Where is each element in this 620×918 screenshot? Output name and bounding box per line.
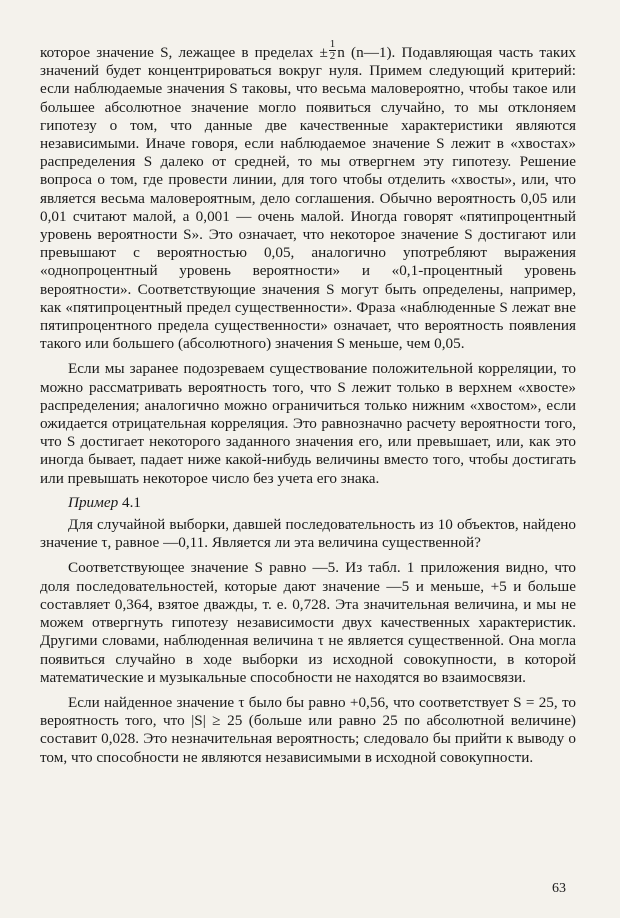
example-heading bbox=[40, 494, 576, 512]
example-number: 4.1 bbox=[121, 493, 141, 511]
example-solution: Соответствующее значение S равно —5. Из табл. 1 приложения видно, что доля последовательностей, которые дают значение —5 и меньше, +5 и больше составляет 0,364, взятое дважды, т. е. 0,728. Эта значительная величина, и мы не можем отвергнуть гипотезу независимости двух качественных характеристик. Другими словами, наблюденная величина τ не является существенной. Она могла появиться случайно в ходе выборки из исходной совокупности, в которой математические и музыкальные способности не находятся во взаимосвязи. bbox=[40, 559, 576, 686]
page-number: 63 bbox=[552, 881, 566, 896]
paragraph-1-rest: n (n—1). Подавляющая часть таких значений будет концентрироваться вокруг нуля. Примем следующий критерий: если наблюдаемые значения S таковы, что весьма маловероятно, чтобы такое или большее абсолютное значение могло появиться случайно, то мы отклоняем гипотезу о том, что данные две качественные характеристики являются независимыми. Иначе говоря, если наблюдаемое значение S лежит в «хвостах» распределения S далеко от средней, то мы отвергнем эту гипотезу. Решение вопроса о том, где провести линии, для того чтобы отделить «хвосты», или, что является весьма маловероятным, дело соглашения. Обычно вероятность 0,05 или 0,01 считают малой, а 0,001 — очень малой. Иногда говорят «пятипроцентный уровень вероятности S». Это означает, что некоторое значение S достигают или превышают с вероятностью 0,05, аналогично употребляют выражения «однопроцентный уровень вероятности» и «0,1-процентный уровень вероятности». Соответствующие значения S могут быть определены, например, как «пятипроцентный предел существенности». Фраза «наблюденные S лежат вне пятипроцентного предела существенности» означает, что вероятность появления такого или большего (абсолютного) значения S меньше, чем 0,05. bbox=[40, 44, 577, 353]
fraction-denominator: 2 bbox=[329, 50, 336, 63]
paragraph-1-start: которое значение S, лежащее в пределах ± bbox=[40, 44, 328, 61]
example-label: Пример bbox=[68, 493, 119, 511]
fraction-numerator: 1 bbox=[329, 38, 336, 51]
paragraph-2: Если мы заранее подозреваем существование положительной корреляции, то можно рассматривать вероятность того, что S лежит только в верхнем «хвосте» распределения; аналогично можно ограничиться только нижним «хвостом», если ожидается отрицательная корреляция. Это равнозначно расчету вероятности того, что S достигает некоторого заданного значения его, или превышает, или, как это иногда бывает, падает ниже какой-нибудь величины вместо того, чтобы достигать или превышать некоторое число без учета его знака. bbox=[40, 360, 576, 487]
paragraph-1 bbox=[40, 38, 577, 353]
example-question: Для случайной выборки, давшей последовательность из 10 объектов, найдено значение τ, равное —0,11. Является ли эта величина существенной? bbox=[40, 516, 576, 552]
example-alternative: Если найденное значение τ было бы равно +0,56, что соответствует S = 25, то вероятность того, что |S| ≥ 25 (больше или равно 25 по абсолютной величине) составит 0,028. Это незначительная вероятность; следовало бы прийти к выводу о том, что способности не являются независимыми в исходной совокупности. bbox=[40, 693, 576, 766]
fraction-one-half bbox=[329, 39, 337, 62]
page-body bbox=[40, 38, 577, 767]
